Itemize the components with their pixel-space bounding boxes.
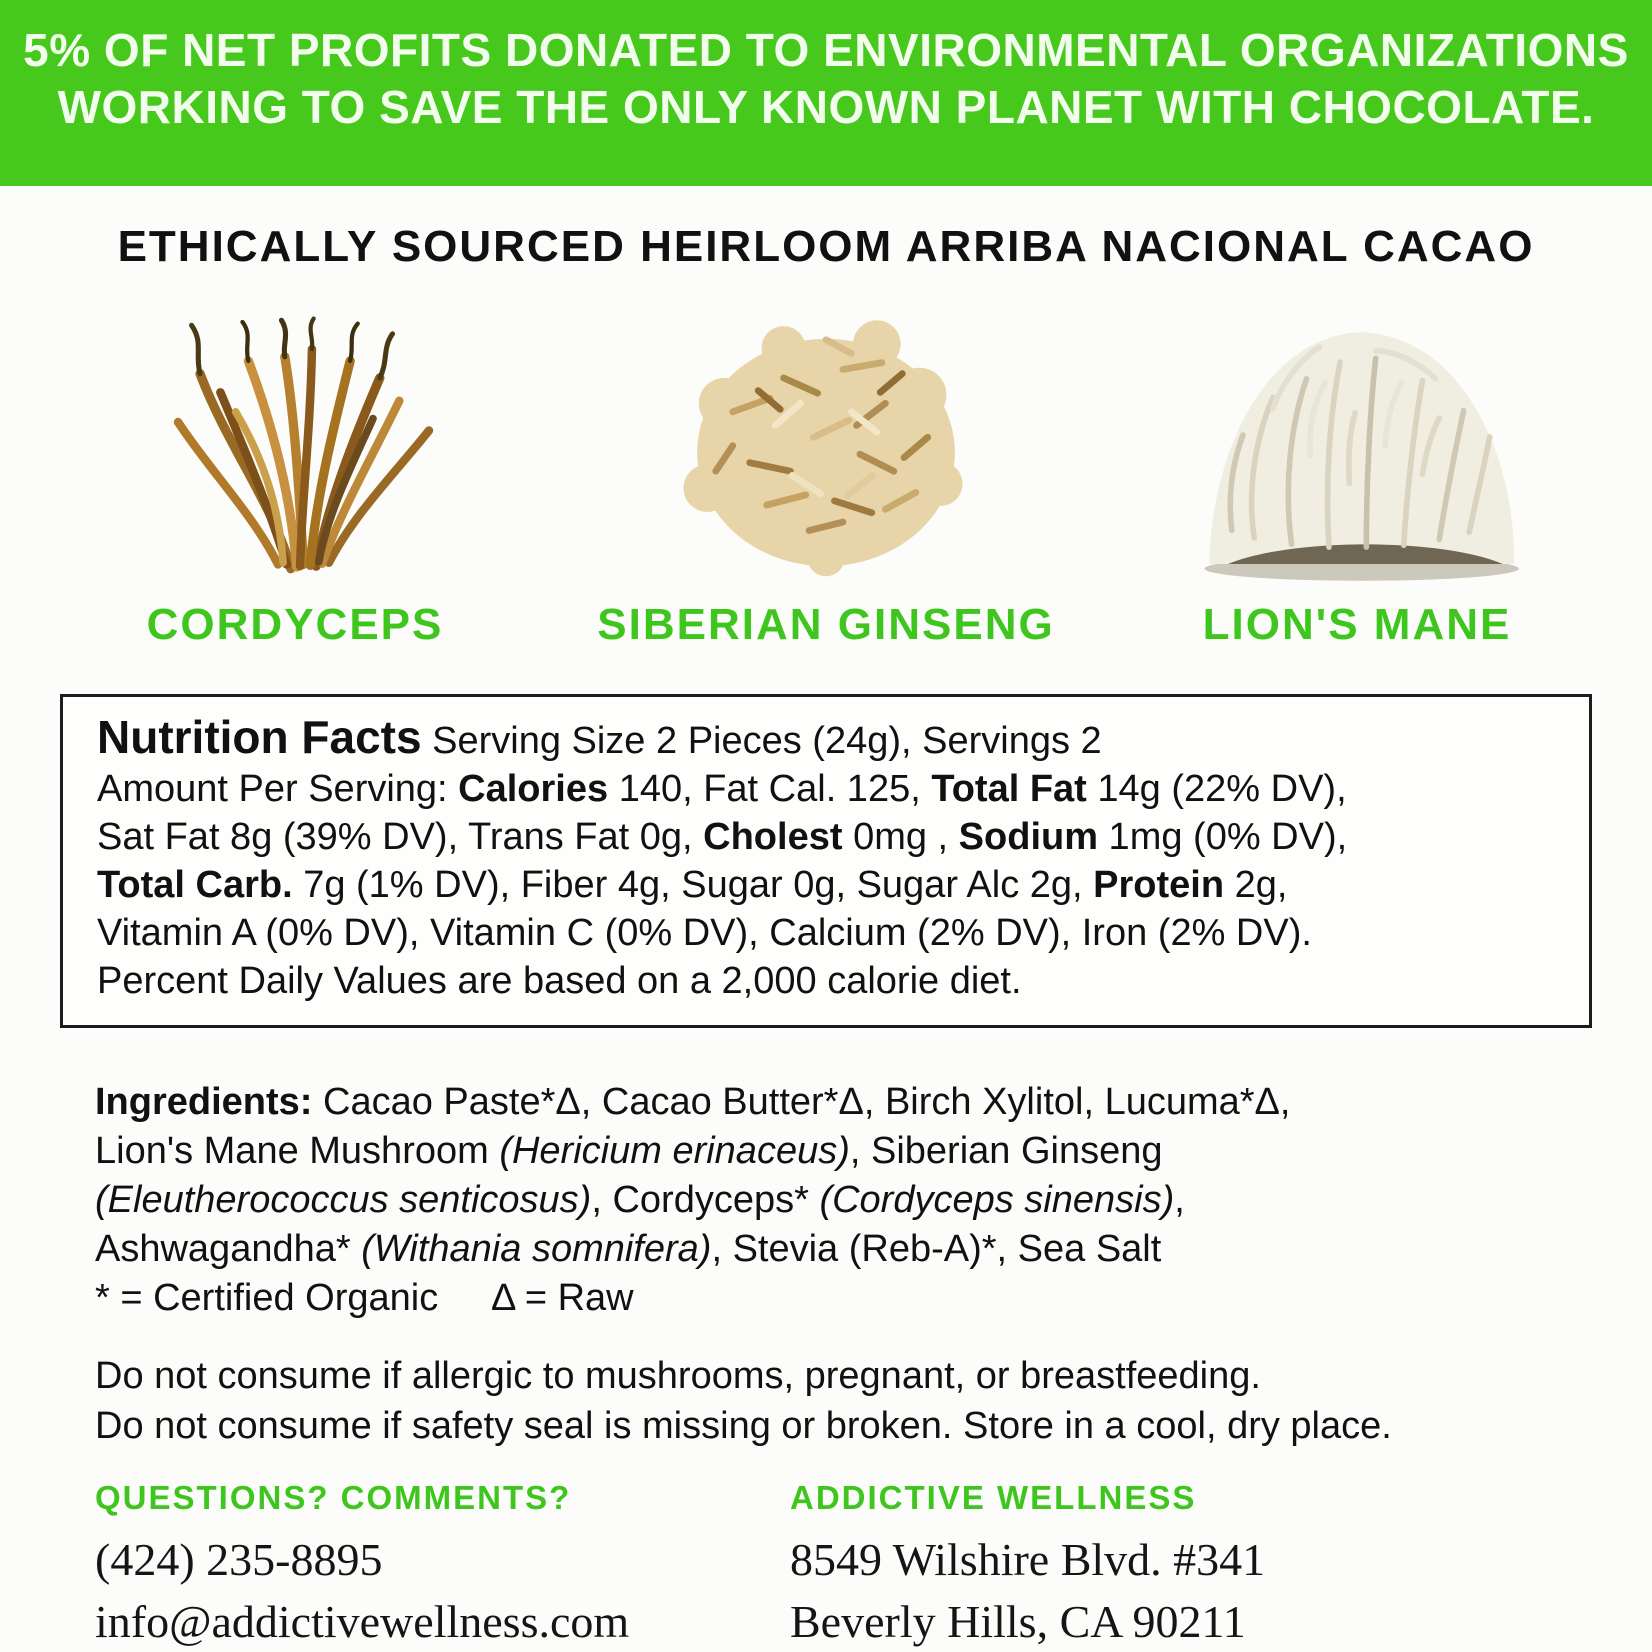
gallery-item-siberian-ginseng [586,286,1066,650]
gallery-label-siberian-ginseng: SIBERIAN GINSENG [597,600,1055,649]
lions-mane-photo [1142,286,1572,594]
text-line: * = Certified Organic Δ = Raw [95,1277,634,1319]
footer-company-column [790,1479,1265,1652]
text-line: Nutrition Facts Serving Size 2 Pieces (24g), Servings 2 [97,711,1102,763]
donation-banner-line-1: 5% OF NET PROFITS DONATED TO ENVIRONMENTAL ORGANIZATIONS [23,24,1629,76]
warnings-paragraph [95,1351,1592,1451]
cordyceps-photo [100,286,490,594]
siberian-ginseng-photo [631,286,1021,594]
text-line: Ingredients: Cacao Paste*Δ, Cacao Butter*Δ, Birch Xylitol, Lucuma*Δ, [95,1081,1291,1123]
text-line: Do not consume if allergic to mushrooms, pregnant, or breastfeeding. [95,1355,1261,1397]
nutrition-facts-panel [60,694,1592,1028]
footer-questions-column [95,1479,790,1652]
company-name-heading: ADDICTIVE WELLNESS [790,1479,1197,1516]
gallery-item-lions-mane [1117,286,1597,650]
contact-footer [0,1479,1652,1652]
text-line: Amount Per Serving: Calories 140, Fat Cal. 125, Total Fat 14g (22% DV), [97,768,1347,810]
text-line: Ashwagandha* (Withania somnifera), Stevia (Reb-A)*, Sea Salt [95,1228,1162,1270]
gallery-label-lions-mane: LION'S MANE [1202,600,1512,649]
donation-banner [0,0,1652,186]
questions-comments-heading: QUESTIONS? COMMENTS? [95,1479,572,1516]
text-line: Sat Fat 8g (39% DV), Trans Fat 0g, Cholest 0mg , Sodium 1mg (0% DV), [97,816,1348,858]
text-line: (Eleutherococcus senticosus), Cordyceps* (Cordyceps sinensis), [95,1179,1185,1221]
gallery-item-cordyceps [55,286,535,650]
city-state-zip: Beverly Hills, CA 90211 [790,1596,1246,1647]
text-line: Do not consume if safety seal is missing or broken. Store in a cool, dry place. [95,1405,1392,1447]
text-line: Lion's Mane Mushroom (Hericium erinaceus), Siberian Ginseng [95,1130,1163,1172]
cacao-heading: ETHICALLY SOURCED HEIRLOOM ARRIBA NACIONAL CACAO [117,222,1535,271]
text-line: Vitamin A (0% DV), Vitamin C (0% DV), Calcium (2% DV), Iron (2% DV). [97,912,1312,954]
gallery-label-cordyceps: CORDYCEPS [146,600,444,649]
donation-banner-line-2: WORKING TO SAVE THE ONLY KNOWN PLANET WITH CHOCOLATE. [57,81,1595,133]
ingredients-paragraph [95,1078,1592,1323]
text-line: Total Carb. 7g (1% DV), Fiber 4g, Sugar 0g, Sugar Alc 2g, Protein 2g, [97,864,1288,906]
street-address: 8549 Wilshire Blvd. #341 [790,1534,1266,1585]
botanical-gallery [0,286,1652,650]
text-line: Percent Daily Values are based on a 2,000 calorie diet. [97,960,1022,1002]
phone-number: (424) 235-8895 [95,1534,383,1585]
email-address: info@addictivewellness.com [95,1596,630,1647]
